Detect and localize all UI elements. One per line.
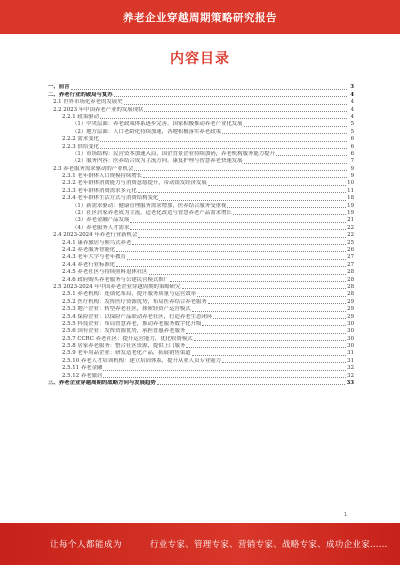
toc-leader-dots bbox=[222, 133, 347, 134]
toc-leader-dots bbox=[134, 170, 347, 171]
toc-entry-title: （1）中央层面：养老政策体系逐步完善，国家积极推动养老产业化发展 bbox=[72, 121, 243, 128]
toc-entry-page: 27 bbox=[347, 261, 354, 268]
toc-leader-dots bbox=[138, 192, 346, 193]
toc-entry[interactable] bbox=[48, 224, 354, 231]
toc-entry-title: 2.2.3 供给变化 bbox=[62, 143, 99, 150]
toc-entry[interactable] bbox=[48, 335, 354, 342]
toc-entry-page: 25 bbox=[347, 239, 354, 246]
footer-banner bbox=[0, 523, 400, 565]
toc-entry-title: （3）养老金融产品发展 bbox=[72, 217, 130, 224]
toc-entry-title: 2.4 2023-2024 年养老行业新机会 bbox=[53, 232, 138, 239]
toc-leader-dots bbox=[202, 325, 346, 326]
toc-entry-title: 2.3.2 老年群体消费能力与消费意愿提升，带动银发经济发展 bbox=[62, 180, 207, 187]
toc-entry-page: 19 bbox=[347, 210, 354, 217]
toc-entry-page: 7 bbox=[350, 158, 354, 165]
toc-leader-dots bbox=[186, 347, 346, 348]
toc-entry[interactable] bbox=[48, 239, 354, 246]
toc-entry-title: 一、前言 bbox=[48, 84, 70, 91]
toc-leader-dots bbox=[100, 148, 347, 149]
toc-leader-dots bbox=[127, 259, 346, 260]
toc-leader-dots bbox=[222, 362, 346, 363]
toc-entry-title: 2.5.1 养老机构：连锁化布局，提升服务质量与运营效率 bbox=[62, 291, 197, 298]
toc-entry-title: 2.5.7 CCRC 养老社区：提升运营能力，优化收费模式 bbox=[62, 335, 193, 342]
toc-leader-dots bbox=[100, 118, 347, 119]
toc-entry-title: 2.5.6 国有企业：发挥资源优势，承担普惠养老服务 bbox=[62, 328, 186, 335]
toc-entry-page: 4 bbox=[350, 91, 354, 98]
toc-entry-page: 29 bbox=[347, 298, 354, 305]
toc-entry-page: 30 bbox=[347, 320, 354, 327]
toc-entry-title: （1）新需求驱动：健康管理服务需求增加，医养结合服务受重视 bbox=[72, 202, 227, 209]
toc-leader-dots bbox=[170, 281, 346, 282]
toc-entry[interactable] bbox=[48, 143, 354, 150]
toc-entry[interactable] bbox=[48, 210, 354, 217]
toc-entry-title: （2）社区居家养老成为主流，适老化改造与智慧养老产品需求增长 bbox=[72, 210, 232, 217]
toc-leader-dots bbox=[159, 200, 346, 201]
toc-entry-page: 6 bbox=[350, 136, 354, 143]
toc-entry[interactable] bbox=[48, 187, 354, 194]
toc-leader-dots bbox=[114, 96, 347, 97]
toc-entry-page: 6 bbox=[350, 143, 354, 150]
toc-entry-page: 5 bbox=[350, 128, 354, 135]
toc-entry-page: 5 bbox=[350, 121, 354, 128]
toc-entry-title: 2.4.1 康养旅居与候鸟式养老 bbox=[62, 239, 132, 246]
toc-entry[interactable] bbox=[48, 313, 354, 320]
toc-leader-dots bbox=[144, 111, 347, 112]
toc-entry-title: 2.3.4 老年群体生活方式与消费结构变化 bbox=[62, 195, 159, 202]
toc-entry-page: 29 bbox=[347, 313, 354, 320]
toc-entry-page: 9 bbox=[350, 173, 354, 180]
toc-entry-page: 28 bbox=[347, 283, 354, 290]
toc-entry-title: 2.5.8 居家养老服务：整合社区资源，提供上门服务 bbox=[62, 343, 186, 350]
page-number: 1 bbox=[344, 512, 348, 518]
toc-entry-title: 2.4.6 政府购买养老服务与公建民营模式推广 bbox=[62, 276, 170, 283]
toc-entry[interactable] bbox=[48, 365, 354, 372]
toc-entry[interactable] bbox=[48, 165, 354, 172]
toc-leader-dots bbox=[244, 163, 347, 164]
toc-entry-page: 11 bbox=[347, 187, 354, 194]
toc-leader-dots bbox=[116, 266, 346, 267]
toc-entry-title: 2.2.2 需求变化 bbox=[62, 136, 99, 143]
toc-entry[interactable] bbox=[48, 84, 354, 91]
toc-leader-dots bbox=[157, 384, 346, 385]
toc-leader-dots bbox=[143, 177, 347, 178]
toc-entry-page: 27 bbox=[347, 254, 354, 261]
toc-entry[interactable] bbox=[48, 372, 354, 379]
toc-leader-dots bbox=[197, 296, 346, 297]
toc-entry[interactable] bbox=[48, 180, 354, 187]
toc-entry[interactable] bbox=[48, 121, 354, 128]
toc-leader-dots bbox=[100, 141, 347, 142]
toc-entry-title: 2.4.3 老年大学与老年教育 bbox=[62, 254, 126, 261]
toc-entry-title: 2.2.1 政策驱动 bbox=[62, 113, 99, 120]
toc-entry-page: 22 bbox=[347, 224, 354, 231]
toc-entry[interactable] bbox=[48, 350, 354, 357]
toc-entry[interactable] bbox=[48, 114, 354, 121]
toc-entry-title: 2.5.3 地产企业：转型养老社区，探索轻资产运营模式 bbox=[62, 306, 191, 313]
footer-slogan-right: 行业专家、管理专家、营销专家、战略专家、成功企业家…… bbox=[150, 540, 388, 550]
toc-entry-title: 2.5.4 保险企业：以保险产品联动养老社区，打造养老生态闭环 bbox=[62, 313, 213, 320]
toc-entry-title: 2.5.11 养老金融 bbox=[62, 365, 103, 372]
toc-entry[interactable] bbox=[48, 321, 354, 328]
toc-entry[interactable] bbox=[48, 328, 354, 335]
toc-entry-title: 2.3.1 老年群体人口规模持续增长 bbox=[62, 173, 143, 180]
toc-entry-page: 4 bbox=[350, 113, 354, 120]
toc-entry-title: 2.3.3 老年群体消费需求多元化 bbox=[62, 187, 137, 194]
toc-leader-dots bbox=[276, 155, 347, 156]
toc-entry-page: 30 bbox=[347, 328, 354, 335]
table-of-contents bbox=[48, 84, 354, 387]
toc-entry[interactable] bbox=[48, 261, 354, 268]
toc-entry-title: （1）市场结构：民营资本加速入局，国企背景企业持续加码，养老机构服务能力提升 bbox=[72, 150, 275, 157]
toc-entry-title: 2.4.2 养老服务智能化 bbox=[62, 246, 116, 253]
toc-entry-title: 2.2 2023 年中国养老产业的发展现状 bbox=[53, 106, 144, 113]
toc-leader-dots bbox=[213, 318, 346, 319]
toc-entry-title: 2.5.5 科技企业：布局智慧养老，推动养老服务数字化升级 bbox=[62, 320, 202, 327]
toc-leader-dots bbox=[208, 185, 346, 186]
toc-entry[interactable] bbox=[48, 306, 354, 313]
toc-entry[interactable] bbox=[48, 173, 354, 180]
toc-entry[interactable] bbox=[48, 202, 354, 209]
toc-entry[interactable] bbox=[48, 291, 354, 298]
toc-leader-dots bbox=[192, 311, 347, 312]
toc-entry[interactable] bbox=[48, 254, 354, 261]
toc-entry-page: 29 bbox=[347, 306, 354, 313]
report-header-bar bbox=[0, 0, 400, 34]
toc-entry-page: 3 bbox=[350, 84, 354, 91]
toc-entry[interactable] bbox=[48, 380, 354, 387]
toc-entry[interactable] bbox=[48, 343, 354, 350]
toc-entry[interactable] bbox=[48, 247, 354, 254]
toc-entry-page: 4 bbox=[350, 99, 354, 106]
toc-entry-page: 30 bbox=[347, 335, 354, 342]
toc-entry[interactable] bbox=[48, 91, 354, 98]
toc-leader-dots bbox=[103, 377, 346, 378]
toc-entry[interactable] bbox=[48, 151, 354, 158]
toc-entry-page: 31 bbox=[347, 357, 354, 364]
toc-leader-dots bbox=[244, 126, 347, 127]
toc-entry-page: 10 bbox=[347, 180, 354, 187]
toc-leader-dots bbox=[208, 303, 346, 304]
toc-entry-title: 2.3 养老服务需求驱动的产业机会 bbox=[53, 165, 134, 172]
toc-leader-dots bbox=[149, 274, 347, 275]
report-title: 养老企业穿越周期策略研究报告 bbox=[123, 11, 277, 24]
toc-entry-page: 21 bbox=[347, 217, 354, 224]
toc-entry[interactable] bbox=[48, 276, 354, 283]
toc-leader-dots bbox=[130, 222, 346, 223]
toc-leader-dots bbox=[227, 207, 346, 208]
toc-entry[interactable] bbox=[48, 298, 354, 305]
toc-entry[interactable] bbox=[48, 158, 354, 165]
toc-leader-dots bbox=[182, 288, 347, 289]
toc-entry[interactable] bbox=[48, 357, 354, 364]
footer-slogan-left: 让每个人都能成为 bbox=[50, 540, 123, 550]
toc-entry[interactable] bbox=[48, 269, 354, 276]
toc-leader-dots bbox=[130, 229, 346, 230]
toc-entry-page: 6 bbox=[350, 150, 354, 157]
toc-entry-page: 4 bbox=[350, 106, 354, 113]
toc-leader-dots bbox=[186, 333, 346, 334]
toc-entry-page: 28 bbox=[347, 276, 354, 283]
toc-entry-page: 18 bbox=[347, 195, 354, 202]
toc-entry[interactable] bbox=[48, 232, 354, 239]
toc-entry-page: 22 bbox=[347, 232, 354, 239]
toc-entry-page: 33 bbox=[346, 380, 354, 387]
toc-entry-page: 28 bbox=[347, 291, 354, 298]
toc-entry-title: 2.5 2023-2024 年中国养老企业穿越周期的策略研究 bbox=[53, 283, 181, 290]
toc-entry-title: 2.4.4 养老行业标准化 bbox=[62, 261, 116, 268]
toc-entry-title: 2.1 世界市场化养老的发展史 bbox=[53, 99, 123, 106]
toc-leader-dots bbox=[71, 89, 347, 90]
toc-leader-dots bbox=[192, 355, 347, 356]
toc-entry-page: 32 bbox=[347, 365, 354, 372]
toc-entry-page: 26 bbox=[347, 246, 354, 253]
toc-entry-page: 32 bbox=[347, 372, 354, 379]
toc-entry[interactable] bbox=[48, 284, 354, 291]
toc-entry-title: 2.4.5 养老社区与持续照料退休社区 bbox=[62, 269, 148, 276]
toc-entry-title: （2）地方层面：人口老龄化持续加速，各地积极落实养老政策 bbox=[72, 128, 221, 135]
toc-entry-page: 19 bbox=[347, 202, 354, 209]
toc-entry-page: 9 bbox=[350, 165, 354, 172]
toc-entry-page: 30 bbox=[347, 343, 354, 350]
toc-leader-dots bbox=[103, 370, 346, 371]
toc-entry-page: 28 bbox=[347, 269, 354, 276]
toc-leader-dots bbox=[116, 251, 346, 252]
toc-leader-dots bbox=[138, 237, 346, 238]
toc-leader-dots bbox=[194, 340, 347, 341]
toc-entry-title: 2.5.12 养老旅居 bbox=[62, 372, 103, 379]
toc-entry-page: 31 bbox=[347, 350, 354, 357]
toc-entry-title: 2.5.10 养老人才培训机构：建立培训体系，提升从业人员专业能力 bbox=[62, 357, 222, 364]
toc-leader-dots bbox=[233, 214, 346, 215]
toc-leader-dots bbox=[124, 104, 347, 105]
toc-entry[interactable] bbox=[48, 136, 354, 143]
toc-entry[interactable] bbox=[48, 217, 354, 224]
toc-heading: 内容目录 bbox=[170, 51, 230, 67]
toc-entry-title: （4）养老服务人才需求 bbox=[72, 224, 130, 231]
toc-entry-title: 2.5.2 医疗机构：发挥医疗资源优势，布局医养结合养老服务 bbox=[62, 298, 207, 305]
toc-entry[interactable] bbox=[48, 106, 354, 113]
toc-entry-title: 三、养老企业穿越周期的战略方向与发展趋势 bbox=[48, 380, 156, 387]
toc-entry-title: （2）服务内容：医养结合成为主流方向，康复护理与智慧养老快速发展 bbox=[72, 158, 243, 165]
toc-entry[interactable] bbox=[48, 99, 354, 106]
toc-entry[interactable] bbox=[48, 128, 354, 135]
toc-entry[interactable] bbox=[48, 195, 354, 202]
toc-entry-title: 2.5.9 老年用品企业：研发适老化产品，拓展销售渠道 bbox=[62, 350, 191, 357]
toc-entry-title: 二、养老行业的破局与复苏 bbox=[48, 91, 113, 98]
toc-leader-dots bbox=[132, 244, 346, 245]
